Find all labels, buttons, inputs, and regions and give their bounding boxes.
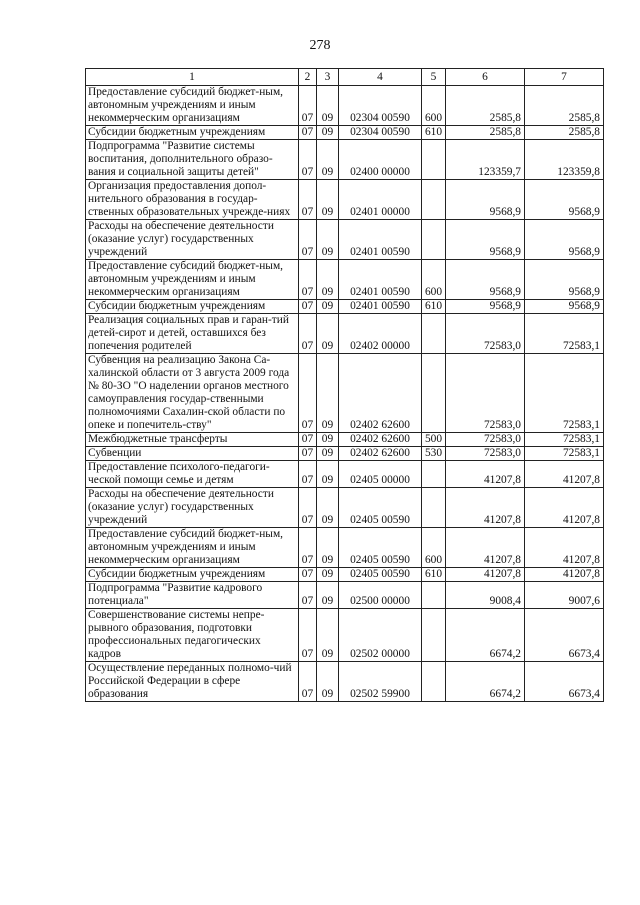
subsection-code-cell: 09 (317, 528, 339, 568)
table-row (86, 314, 604, 354)
row-name-cell: Межбюджетные трансферты (86, 433, 299, 447)
expense-type-cell (422, 609, 446, 662)
subsection-code-cell: 09 (317, 220, 339, 260)
section-code-cell: 07 (299, 447, 317, 461)
amount-col7-cell: 9568,9 (525, 300, 604, 314)
amount-col6-cell: 9568,9 (446, 220, 525, 260)
section-code-cell: 07 (299, 220, 317, 260)
amount-col7-cell: 41207,8 (525, 488, 604, 528)
expense-type-cell (422, 354, 446, 433)
header-cell: 1 (86, 69, 299, 86)
section-code-cell: 07 (299, 354, 317, 433)
subsection-code-cell: 09 (317, 582, 339, 609)
amount-col7-cell: 41207,8 (525, 528, 604, 568)
section-code-cell: 07 (299, 180, 317, 220)
amount-col6-cell: 41207,8 (446, 488, 525, 528)
subsection-code-cell: 09 (317, 314, 339, 354)
target-article-cell: 02502 00000 (339, 609, 422, 662)
amount-col7-cell: 41207,8 (525, 461, 604, 488)
section-code-cell: 07 (299, 568, 317, 582)
amount-col6-cell: 72583,0 (446, 314, 525, 354)
row-name-cell: Субсидии бюджетным учреждениям (86, 126, 299, 140)
section-code-cell: 07 (299, 140, 317, 180)
table-row (86, 354, 604, 433)
amount-col6-cell: 72583,0 (446, 433, 525, 447)
table-header-row (86, 69, 604, 86)
row-name-cell: Предоставление субсидий бюджет-ным, автономным учреждениям и иным некоммерческим организациям (86, 86, 299, 126)
row-name-cell: Подпрограмма "Развитие системы воспитания, дополнительного образо-вания и социальной защиты детей" (86, 140, 299, 180)
expense-type-cell: 600 (422, 86, 446, 126)
amount-col7-cell: 2585,8 (525, 86, 604, 126)
amount-col6-cell: 9568,9 (446, 180, 525, 220)
target-article-cell: 02401 00000 (339, 180, 422, 220)
target-article-cell: 02402 62600 (339, 447, 422, 461)
subsection-code-cell: 09 (317, 126, 339, 140)
section-code-cell: 07 (299, 662, 317, 702)
subsection-code-cell: 09 (317, 461, 339, 488)
subsection-code-cell: 09 (317, 609, 339, 662)
row-name-cell: Расходы на обеспечение деятельности (оказание услуг) государственных учреждений (86, 488, 299, 528)
table-row (86, 461, 604, 488)
target-article-cell: 02304 00590 (339, 126, 422, 140)
row-name-cell: Субсидии бюджетным учреждениям (86, 568, 299, 582)
row-name-cell: Организация предоставления допол-нительного образования в государ-ственных образовательных учрежде-ниях (86, 180, 299, 220)
target-article-cell: 02402 00000 (339, 314, 422, 354)
amount-col7-cell: 9568,9 (525, 180, 604, 220)
amount-col7-cell: 72583,1 (525, 433, 604, 447)
table-row (86, 86, 604, 126)
expense-type-cell (422, 662, 446, 702)
amount-col7-cell: 123359,8 (525, 140, 604, 180)
amount-col6-cell: 2585,8 (446, 86, 525, 126)
page-number: 278 (309, 38, 331, 53)
target-article-cell: 02402 62600 (339, 433, 422, 447)
row-name-cell: Предоставление психолого-педагоги-ческой помощи семье и детям (86, 461, 299, 488)
section-code-cell: 07 (299, 528, 317, 568)
expense-type-cell (422, 461, 446, 488)
amount-col6-cell: 2585,8 (446, 126, 525, 140)
expense-type-cell: 610 (422, 300, 446, 314)
section-code-cell: 07 (299, 461, 317, 488)
table-row (86, 662, 604, 702)
subsection-code-cell: 09 (317, 180, 339, 220)
header-cell: 6 (446, 69, 525, 86)
header-cell: 3 (317, 69, 339, 86)
amount-col7-cell: 9007,6 (525, 582, 604, 609)
row-name-cell: Субвенция на реализацию Закона Са-халинской области от 3 августа 2009 года № 80-ЗО "О наделении органов местного самоуправления государ-ственными полномочиями Сахалин-ской области по опеке и попечитель-ству" (86, 354, 299, 433)
expense-type-cell (422, 220, 446, 260)
row-name-cell: Реализация социальных прав и гаран-тий детей-сирот и детей, оставшихся без попечения родителей (86, 314, 299, 354)
budget-table (85, 68, 604, 702)
row-name-cell: Предоставление субсидий бюджет-ным, автономным учреждениям и иным некоммерческим организациям (86, 528, 299, 568)
section-code-cell: 07 (299, 300, 317, 314)
expense-type-cell: 600 (422, 528, 446, 568)
amount-col6-cell: 72583,0 (446, 447, 525, 461)
table-row (86, 488, 604, 528)
section-code-cell: 07 (299, 86, 317, 126)
amount-col7-cell: 72583,1 (525, 314, 604, 354)
header-cell: 5 (422, 69, 446, 86)
table-row (86, 568, 604, 582)
subsection-code-cell: 09 (317, 260, 339, 300)
table-row (86, 582, 604, 609)
row-name-cell: Предоставление субсидий бюджет-ным, автономным учреждениям и иным некоммерческим организациям (86, 260, 299, 300)
amount-col7-cell: 6673,4 (525, 609, 604, 662)
subsection-code-cell: 09 (317, 140, 339, 180)
row-name-cell: Расходы на обеспечение деятельности (оказание услуг) государственных учреждений (86, 220, 299, 260)
table-row (86, 126, 604, 140)
target-article-cell: 02400 00000 (339, 140, 422, 180)
subsection-code-cell: 09 (317, 86, 339, 126)
amount-col7-cell: 6673,4 (525, 662, 604, 702)
table-row (86, 300, 604, 314)
amount-col6-cell: 41207,8 (446, 528, 525, 568)
expense-type-cell (422, 314, 446, 354)
header-cell: 7 (525, 69, 604, 86)
subsection-code-cell: 09 (317, 354, 339, 433)
table-row (86, 180, 604, 220)
target-article-cell: 02405 00590 (339, 568, 422, 582)
amount-col6-cell: 41207,8 (446, 461, 525, 488)
expense-type-cell: 500 (422, 433, 446, 447)
target-article-cell: 02401 00590 (339, 220, 422, 260)
expense-type-cell (422, 582, 446, 609)
row-name-cell: Подпрограмма "Развитие кадрового потенциала" (86, 582, 299, 609)
target-article-cell: 02500 00000 (339, 582, 422, 609)
target-article-cell: 02405 00590 (339, 488, 422, 528)
table-row (86, 447, 604, 461)
header-cell: 2 (299, 69, 317, 86)
section-code-cell: 07 (299, 260, 317, 300)
target-article-cell: 02405 00590 (339, 528, 422, 568)
expense-type-cell: 600 (422, 260, 446, 300)
table-row (86, 260, 604, 300)
subsection-code-cell: 09 (317, 300, 339, 314)
amount-col7-cell: 2585,8 (525, 126, 604, 140)
expense-type-cell: 530 (422, 447, 446, 461)
expense-type-cell: 610 (422, 568, 446, 582)
amount-col6-cell: 123359,7 (446, 140, 525, 180)
row-name-cell: Совершенствование системы непре-рывного образования, подготовки профессиональных педагогических кадров (86, 609, 299, 662)
amount-col7-cell: 72583,1 (525, 447, 604, 461)
expense-type-cell: 610 (422, 126, 446, 140)
subsection-code-cell: 09 (317, 662, 339, 702)
amount-col6-cell: 6674,2 (446, 662, 525, 702)
amount-col7-cell: 72583,1 (525, 354, 604, 433)
table-row (86, 433, 604, 447)
section-code-cell: 07 (299, 314, 317, 354)
amount-col6-cell: 41207,8 (446, 568, 525, 582)
expense-type-cell (422, 180, 446, 220)
expense-type-cell (422, 488, 446, 528)
target-article-cell: 02401 00590 (339, 300, 422, 314)
table-row (86, 609, 604, 662)
row-name-cell: Субсидии бюджетным учреждениям (86, 300, 299, 314)
target-article-cell: 02502 59900 (339, 662, 422, 702)
target-article-cell: 02405 00000 (339, 461, 422, 488)
table-row (86, 528, 604, 568)
amount-col7-cell: 9568,9 (525, 220, 604, 260)
section-code-cell: 07 (299, 488, 317, 528)
amount-col6-cell: 9568,9 (446, 300, 525, 314)
target-article-cell: 02402 62600 (339, 354, 422, 433)
subsection-code-cell: 09 (317, 433, 339, 447)
section-code-cell: 07 (299, 433, 317, 447)
amount-col7-cell: 41207,8 (525, 568, 604, 582)
amount-col6-cell: 9008,4 (446, 582, 525, 609)
amount-col6-cell: 9568,9 (446, 260, 525, 300)
table-body (86, 69, 604, 702)
table-row (86, 140, 604, 180)
section-code-cell: 07 (299, 609, 317, 662)
header-cell: 4 (339, 69, 422, 86)
subsection-code-cell: 09 (317, 568, 339, 582)
row-name-cell: Субвенции (86, 447, 299, 461)
amount-col6-cell: 6674,2 (446, 609, 525, 662)
section-code-cell: 07 (299, 582, 317, 609)
table-row (86, 220, 604, 260)
subsection-code-cell: 09 (317, 447, 339, 461)
amount-col7-cell: 9568,9 (525, 260, 604, 300)
target-article-cell: 02401 00590 (339, 260, 422, 300)
section-code-cell: 07 (299, 126, 317, 140)
target-article-cell: 02304 00590 (339, 86, 422, 126)
subsection-code-cell: 09 (317, 488, 339, 528)
row-name-cell: Осуществление переданных полномо-чий Российской Федерации в сфере образования (86, 662, 299, 702)
expense-type-cell (422, 140, 446, 180)
amount-col6-cell: 72583,0 (446, 354, 525, 433)
